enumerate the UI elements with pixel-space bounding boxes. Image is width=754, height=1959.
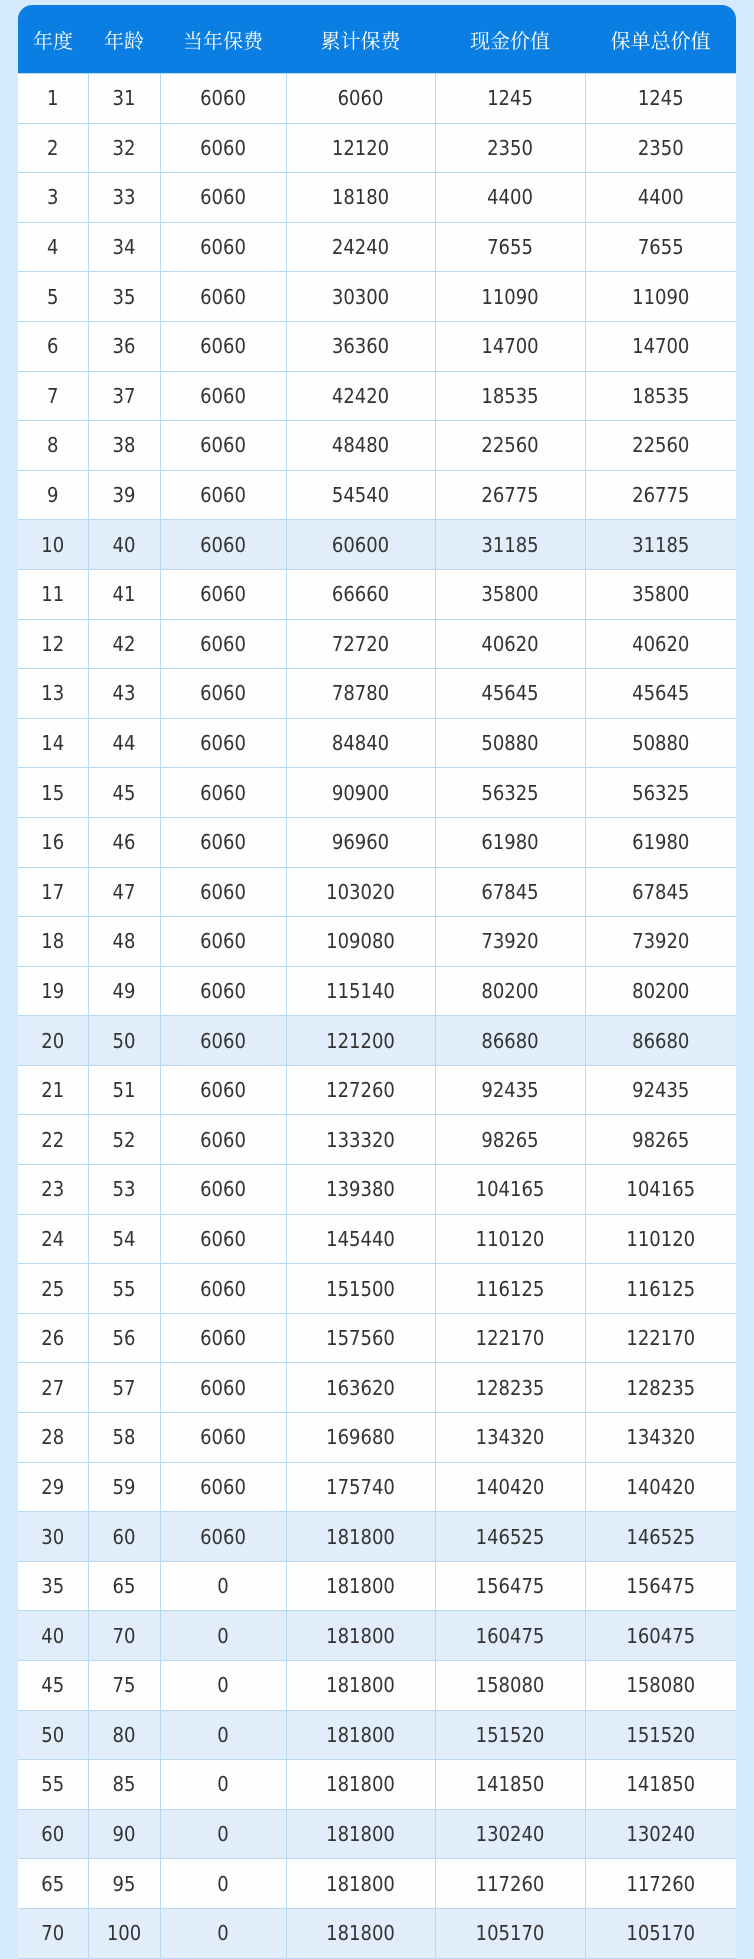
cell-annual-premium: 6060: [160, 1512, 286, 1562]
cell-year: 55: [18, 1760, 88, 1810]
cell-year: 13: [18, 669, 88, 719]
cell-age: 48: [88, 917, 160, 967]
cell-total-policy-value: 40620: [585, 619, 736, 669]
cell-age: 45: [88, 768, 160, 818]
cell-cumulative-premium: 30300: [286, 272, 435, 322]
table-row: [18, 718, 736, 768]
cell-cash-value: 134320: [435, 1413, 585, 1463]
cell-cumulative-premium: 72720: [286, 619, 435, 669]
cell-cash-value: 151520: [435, 1710, 585, 1760]
cell-cumulative-premium: 169680: [286, 1413, 435, 1463]
cell-annual-premium: 6060: [160, 619, 286, 669]
header-cash-value: 现金价值: [435, 5, 585, 74]
cell-annual-premium: 0: [160, 1809, 286, 1859]
cell-year: 35: [18, 1561, 88, 1611]
cell-cash-value: 45645: [435, 669, 585, 719]
cell-annual-premium: 6060: [160, 222, 286, 272]
table-row: [18, 1710, 736, 1760]
cell-year: 21: [18, 1065, 88, 1115]
table-row: [18, 1561, 736, 1611]
cell-cumulative-premium: 109080: [286, 917, 435, 967]
cell-cash-value: 67845: [435, 867, 585, 917]
cell-cash-value: 80200: [435, 966, 585, 1016]
table-row: [18, 966, 736, 1016]
cell-annual-premium: 0: [160, 1908, 286, 1958]
cell-cumulative-premium: 157560: [286, 1313, 435, 1363]
header-annual-premium: 当年保费: [160, 5, 286, 74]
cell-cash-value: 92435: [435, 1065, 585, 1115]
cell-cash-value: 40620: [435, 619, 585, 669]
cell-age: 57: [88, 1363, 160, 1413]
cell-year: 17: [18, 867, 88, 917]
cell-annual-premium: 6060: [160, 520, 286, 570]
table-row: [18, 173, 736, 223]
cell-cash-value: 26775: [435, 470, 585, 520]
cell-year: 50: [18, 1710, 88, 1760]
cell-age: 49: [88, 966, 160, 1016]
table-row: [18, 421, 736, 471]
cell-total-policy-value: 73920: [585, 917, 736, 967]
policy-value-table: [18, 5, 736, 1959]
cell-cumulative-premium: 66660: [286, 569, 435, 619]
cell-cumulative-premium: 181800: [286, 1760, 435, 1810]
cell-age: 39: [88, 470, 160, 520]
cell-age: 38: [88, 421, 160, 471]
table-row: [18, 917, 736, 967]
cell-annual-premium: 6060: [160, 1165, 286, 1215]
table-row: [18, 1462, 736, 1512]
cell-cash-value: 160475: [435, 1611, 585, 1661]
cell-year: 23: [18, 1165, 88, 1215]
cell-total-policy-value: 4400: [585, 173, 736, 223]
cell-age: 33: [88, 173, 160, 223]
cell-cash-value: 31185: [435, 520, 585, 570]
table-row: [18, 1115, 736, 1165]
cell-cash-value: 130240: [435, 1809, 585, 1859]
table-row: [18, 1214, 736, 1264]
cell-cumulative-premium: 84840: [286, 718, 435, 768]
cell-cash-value: 7655: [435, 222, 585, 272]
cell-cumulative-premium: 78780: [286, 669, 435, 719]
cell-year: 12: [18, 619, 88, 669]
cell-annual-premium: 0: [160, 1661, 286, 1711]
table-row: [18, 123, 736, 173]
cell-age: 50: [88, 1016, 160, 1066]
cell-age: 36: [88, 321, 160, 371]
cell-year: 19: [18, 966, 88, 1016]
table-row: [18, 669, 736, 719]
cell-year: 3: [18, 173, 88, 223]
table-row: [18, 817, 736, 867]
cell-age: 90: [88, 1809, 160, 1859]
cell-year: 8: [18, 421, 88, 471]
cell-cash-value: 122170: [435, 1313, 585, 1363]
cell-cumulative-premium: 127260: [286, 1065, 435, 1115]
cell-cumulative-premium: 42420: [286, 371, 435, 421]
table-row: [18, 520, 736, 570]
cell-total-policy-value: 128235: [585, 1363, 736, 1413]
cell-annual-premium: 6060: [160, 272, 286, 322]
cell-cash-value: 86680: [435, 1016, 585, 1066]
cell-age: 59: [88, 1462, 160, 1512]
cell-annual-premium: 0: [160, 1611, 286, 1661]
cell-age: 46: [88, 817, 160, 867]
cell-annual-premium: 0: [160, 1710, 286, 1760]
table-row: [18, 1413, 736, 1463]
cell-age: 54: [88, 1214, 160, 1264]
table-row: [18, 1165, 736, 1215]
cell-year: 5: [18, 272, 88, 322]
cell-annual-premium: 6060: [160, 817, 286, 867]
table-row: [18, 272, 736, 322]
cell-total-policy-value: 61980: [585, 817, 736, 867]
cell-age: 75: [88, 1661, 160, 1711]
cell-age: 53: [88, 1165, 160, 1215]
cell-cumulative-premium: 54540: [286, 470, 435, 520]
cell-cumulative-premium: 181800: [286, 1561, 435, 1611]
cell-annual-premium: 6060: [160, 1462, 286, 1512]
cell-annual-premium: 6060: [160, 1065, 286, 1115]
cell-year: 65: [18, 1859, 88, 1909]
cell-annual-premium: 6060: [160, 1016, 286, 1066]
cell-year: 10: [18, 520, 88, 570]
cell-annual-premium: 6060: [160, 867, 286, 917]
table-body: [18, 74, 736, 1959]
cell-cash-value: 110120: [435, 1214, 585, 1264]
cell-age: 40: [88, 520, 160, 570]
cell-total-policy-value: 2350: [585, 123, 736, 173]
cell-cumulative-premium: 103020: [286, 867, 435, 917]
cell-age: 80: [88, 1710, 160, 1760]
table-row: [18, 1760, 736, 1810]
table-row: [18, 1512, 736, 1562]
table-row: [18, 371, 736, 421]
cell-year: 6: [18, 321, 88, 371]
cell-total-policy-value: 160475: [585, 1611, 736, 1661]
table-row: [18, 1363, 736, 1413]
cell-cumulative-premium: 181800: [286, 1710, 435, 1760]
cell-cumulative-premium: 145440: [286, 1214, 435, 1264]
cell-age: 44: [88, 718, 160, 768]
table-row: [18, 470, 736, 520]
cell-cumulative-premium: 18180: [286, 173, 435, 223]
cell-year: 4: [18, 222, 88, 272]
cell-annual-premium: 6060: [160, 371, 286, 421]
cell-cumulative-premium: 181800: [286, 1809, 435, 1859]
cell-cash-value: 14700: [435, 321, 585, 371]
cell-cumulative-premium: 133320: [286, 1115, 435, 1165]
cell-cash-value: 98265: [435, 1115, 585, 1165]
cell-year: 28: [18, 1413, 88, 1463]
cell-age: 60: [88, 1512, 160, 1562]
cell-cash-value: 4400: [435, 173, 585, 223]
cell-annual-premium: 6060: [160, 470, 286, 520]
cell-cumulative-premium: 181800: [286, 1859, 435, 1909]
cell-cumulative-premium: 90900: [286, 768, 435, 818]
cell-total-policy-value: 140420: [585, 1462, 736, 1512]
cell-age: 37: [88, 371, 160, 421]
cell-cumulative-premium: 175740: [286, 1462, 435, 1512]
table-header: [18, 5, 736, 74]
cell-age: 42: [88, 619, 160, 669]
cell-annual-premium: 0: [160, 1561, 286, 1611]
table-row: [18, 1313, 736, 1363]
table-row: [18, 1908, 736, 1958]
cell-total-policy-value: 1245: [585, 74, 736, 124]
cell-cash-value: 116125: [435, 1264, 585, 1314]
cell-annual-premium: 6060: [160, 421, 286, 471]
cell-age: 35: [88, 272, 160, 322]
cell-year: 26: [18, 1313, 88, 1363]
cell-total-policy-value: 151520: [585, 1710, 736, 1760]
cell-year: 29: [18, 1462, 88, 1512]
cell-cumulative-premium: 181800: [286, 1611, 435, 1661]
table-row: [18, 1264, 736, 1314]
cell-total-policy-value: 158080: [585, 1661, 736, 1711]
cell-total-policy-value: 22560: [585, 421, 736, 471]
cell-annual-premium: 6060: [160, 669, 286, 719]
cell-cash-value: 2350: [435, 123, 585, 173]
cell-year: 25: [18, 1264, 88, 1314]
cell-annual-premium: 6060: [160, 123, 286, 173]
cell-total-policy-value: 18535: [585, 371, 736, 421]
header-year: 年度: [18, 5, 88, 74]
cell-total-policy-value: 56325: [585, 768, 736, 818]
cell-annual-premium: 6060: [160, 321, 286, 371]
cell-total-policy-value: 104165: [585, 1165, 736, 1215]
table-row: [18, 1809, 736, 1859]
cell-total-policy-value: 98265: [585, 1115, 736, 1165]
cell-age: 41: [88, 569, 160, 619]
cell-annual-premium: 0: [160, 1859, 286, 1909]
cell-total-policy-value: 105170: [585, 1908, 736, 1958]
cell-year: 18: [18, 917, 88, 967]
cell-age: 55: [88, 1264, 160, 1314]
cell-cash-value: 117260: [435, 1859, 585, 1909]
cell-cumulative-premium: 48480: [286, 421, 435, 471]
cell-total-policy-value: 35800: [585, 569, 736, 619]
cell-age: 65: [88, 1561, 160, 1611]
cell-total-policy-value: 156475: [585, 1561, 736, 1611]
cell-annual-premium: 6060: [160, 768, 286, 818]
table-row: [18, 1611, 736, 1661]
cell-age: 70: [88, 1611, 160, 1661]
cell-total-policy-value: 122170: [585, 1313, 736, 1363]
cell-cumulative-premium: 181800: [286, 1661, 435, 1711]
cell-total-policy-value: 26775: [585, 470, 736, 520]
cell-year: 24: [18, 1214, 88, 1264]
cell-cash-value: 56325: [435, 768, 585, 818]
cell-annual-premium: 6060: [160, 966, 286, 1016]
cell-cash-value: 158080: [435, 1661, 585, 1711]
cell-age: 51: [88, 1065, 160, 1115]
cell-total-policy-value: 130240: [585, 1809, 736, 1859]
cell-annual-premium: 6060: [160, 1363, 286, 1413]
table-row: [18, 619, 736, 669]
table-row: [18, 1661, 736, 1711]
cell-cash-value: 35800: [435, 569, 585, 619]
cell-annual-premium: 6060: [160, 569, 286, 619]
cell-cash-value: 146525: [435, 1512, 585, 1562]
cell-total-policy-value: 31185: [585, 520, 736, 570]
cell-year: 30: [18, 1512, 88, 1562]
cell-year: 11: [18, 569, 88, 619]
cell-cash-value: 141850: [435, 1760, 585, 1810]
cell-total-policy-value: 80200: [585, 966, 736, 1016]
cell-year: 14: [18, 718, 88, 768]
cell-year: 1: [18, 74, 88, 124]
cell-cash-value: 128235: [435, 1363, 585, 1413]
header-cumulative-premium: 累计保费: [286, 5, 435, 74]
cell-cash-value: 1245: [435, 74, 585, 124]
cell-annual-premium: 6060: [160, 1313, 286, 1363]
cell-annual-premium: 6060: [160, 74, 286, 124]
cell-year: 27: [18, 1363, 88, 1413]
cell-cumulative-premium: 60600: [286, 520, 435, 570]
cell-total-policy-value: 146525: [585, 1512, 736, 1562]
cell-age: 31: [88, 74, 160, 124]
policy-value-table-container: [18, 5, 736, 1959]
cell-year: 40: [18, 1611, 88, 1661]
cell-total-policy-value: 67845: [585, 867, 736, 917]
cell-age: 34: [88, 222, 160, 272]
header-row: [18, 5, 736, 74]
cell-year: 15: [18, 768, 88, 818]
cell-total-policy-value: 7655: [585, 222, 736, 272]
table-row: [18, 1065, 736, 1115]
cell-age: 43: [88, 669, 160, 719]
cell-cumulative-premium: 139380: [286, 1165, 435, 1215]
cell-age: 100: [88, 1908, 160, 1958]
table-row: [18, 1859, 736, 1909]
table-row: [18, 222, 736, 272]
cell-annual-premium: 6060: [160, 1214, 286, 1264]
cell-year: 60: [18, 1809, 88, 1859]
cell-cash-value: 22560: [435, 421, 585, 471]
cell-cash-value: 73920: [435, 917, 585, 967]
cell-annual-premium: 6060: [160, 1115, 286, 1165]
cell-cumulative-premium: 121200: [286, 1016, 435, 1066]
cell-annual-premium: 6060: [160, 917, 286, 967]
cell-annual-premium: 6060: [160, 718, 286, 768]
table-row: [18, 1016, 736, 1066]
cell-total-policy-value: 45645: [585, 669, 736, 719]
cell-total-policy-value: 14700: [585, 321, 736, 371]
cell-annual-premium: 6060: [160, 173, 286, 223]
cell-age: 52: [88, 1115, 160, 1165]
cell-total-policy-value: 50880: [585, 718, 736, 768]
cell-cash-value: 140420: [435, 1462, 585, 1512]
header-total-policy-value: 保单总价值: [585, 5, 736, 74]
cell-year: 2: [18, 123, 88, 173]
cell-age: 32: [88, 123, 160, 173]
cell-age: 58: [88, 1413, 160, 1463]
cell-total-policy-value: 11090: [585, 272, 736, 322]
cell-annual-premium: 0: [160, 1760, 286, 1810]
cell-age: 95: [88, 1859, 160, 1909]
cell-year: 16: [18, 817, 88, 867]
cell-age: 47: [88, 867, 160, 917]
cell-year: 22: [18, 1115, 88, 1165]
cell-cumulative-premium: 24240: [286, 222, 435, 272]
cell-cash-value: 50880: [435, 718, 585, 768]
header-age: 年龄: [88, 5, 160, 74]
cell-year: 20: [18, 1016, 88, 1066]
cell-cash-value: 61980: [435, 817, 585, 867]
cell-year: 45: [18, 1661, 88, 1711]
cell-total-policy-value: 86680: [585, 1016, 736, 1066]
cell-cumulative-premium: 115140: [286, 966, 435, 1016]
cell-cumulative-premium: 181800: [286, 1908, 435, 1958]
cell-cumulative-premium: 181800: [286, 1512, 435, 1562]
cell-total-policy-value: 116125: [585, 1264, 736, 1314]
cell-year: 70: [18, 1908, 88, 1958]
cell-total-policy-value: 92435: [585, 1065, 736, 1115]
cell-cumulative-premium: 6060: [286, 74, 435, 124]
cell-cash-value: 104165: [435, 1165, 585, 1215]
cell-cumulative-premium: 163620: [286, 1363, 435, 1413]
cell-total-policy-value: 141850: [585, 1760, 736, 1810]
table-row: [18, 569, 736, 619]
cell-cash-value: 156475: [435, 1561, 585, 1611]
cell-age: 56: [88, 1313, 160, 1363]
cell-cumulative-premium: 96960: [286, 817, 435, 867]
cell-total-policy-value: 117260: [585, 1859, 736, 1909]
cell-cash-value: 18535: [435, 371, 585, 421]
cell-cash-value: 105170: [435, 1908, 585, 1958]
table-row: [18, 768, 736, 818]
cell-year: 7: [18, 371, 88, 421]
cell-cumulative-premium: 36360: [286, 321, 435, 371]
table-row: [18, 321, 736, 371]
cell-year: 9: [18, 470, 88, 520]
cell-cumulative-premium: 12120: [286, 123, 435, 173]
cell-total-policy-value: 110120: [585, 1214, 736, 1264]
cell-cumulative-premium: 151500: [286, 1264, 435, 1314]
cell-annual-premium: 6060: [160, 1413, 286, 1463]
cell-annual-premium: 6060: [160, 1264, 286, 1314]
cell-total-policy-value: 134320: [585, 1413, 736, 1463]
table-row: [18, 867, 736, 917]
table-row: [18, 74, 736, 124]
cell-cash-value: 11090: [435, 272, 585, 322]
cell-age: 85: [88, 1760, 160, 1810]
